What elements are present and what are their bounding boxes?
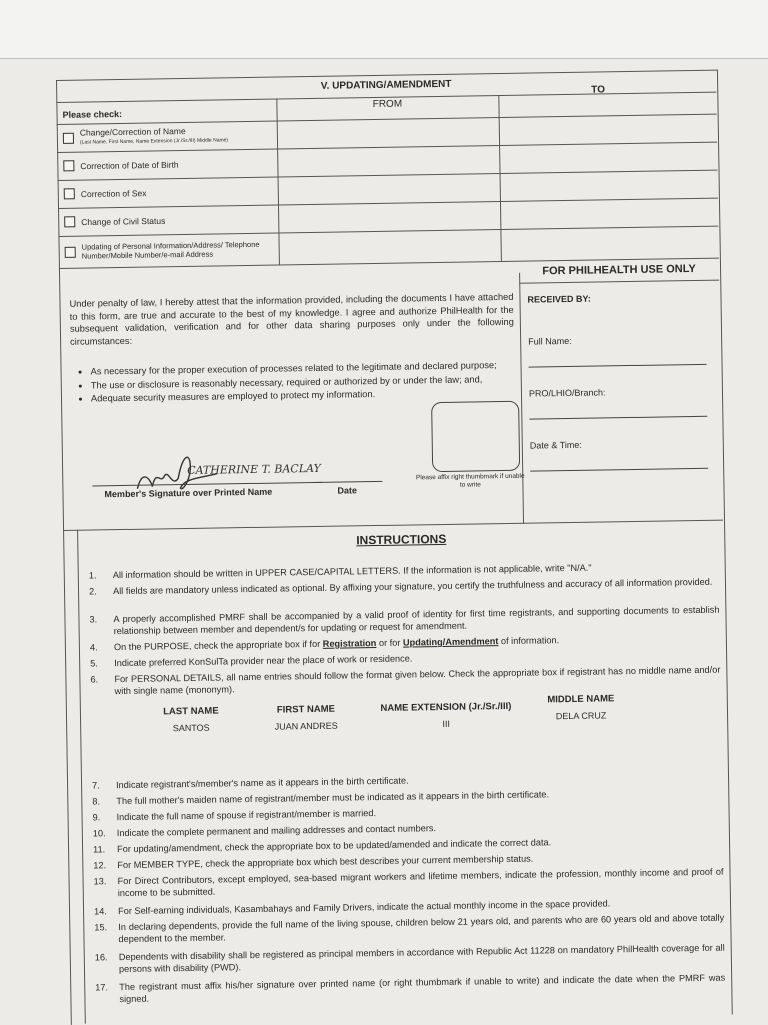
- received-by-label: RECEIVED BY:: [527, 293, 591, 305]
- instruction-item: 1. All information should be written in UPPER CASE/CAPITAL LETTERS. If the information is not applicable, write "N/A.": [88, 562, 592, 581]
- instructions-title: INSTRUCTIONS: [356, 531, 447, 548]
- attestation-bullet: • The use or disclosure is reasonably necessary, required or authorized by or under the law; and,: [91, 372, 521, 391]
- instruction-item: 14. For Self-earning individuals, Kasambahays and Family Drivers, indicate the actual monthly income in the space provided.: [93, 898, 611, 917]
- instruction-item: 8. The full mother's maiden name of registrant/member must be indicated as it appears in the birth certificate.: [92, 789, 550, 807]
- from-field[interactable]: [278, 173, 501, 204]
- branch-label: PRO/LHIO/Branch:: [528, 387, 606, 399]
- from-field[interactable]: [278, 201, 501, 232]
- instruction-item: 2. All fields are mandatory unless indicated as optional. By affixing your signature, you certify the truthfulness and accuracy of all information provided.: [88, 576, 713, 597]
- instruction-item: 3. A properly accomplished PMRF shall be accompanied by a valid proof of identity for first time registrants, and supporting documents to establish relationship between member and dependent/s for updating or request for amendment.: [89, 604, 720, 637]
- instruction-item: 9. Indicate the full name of spouse if registrant/member is married.: [92, 808, 377, 823]
- full-name-line[interactable]: [529, 364, 707, 368]
- from-field[interactable]: [278, 229, 501, 264]
- name-format-example: [131, 693, 632, 747]
- option-label: Change of Civil Status: [81, 215, 166, 227]
- instruction-item: 11. For updating/amendment, check the appropriate box to be updated/amended and indicate the correct data.: [93, 837, 552, 855]
- option-label: Change/Correction of Name: [79, 125, 186, 138]
- thumbmark-box[interactable]: [431, 401, 520, 472]
- instructions-block: [77, 520, 732, 1024]
- updating-link: Updating/Amendment: [402, 636, 499, 648]
- name-example-col: FIRST NAME JUAN ANDRES: [274, 703, 338, 732]
- to-field[interactable]: [500, 226, 718, 261]
- instruction-item: 6. For PERSONAL DETAILS, all name entries should follow the format given below. Check the appropriate box if registrant has no middle name and/or with single name (mononym).: [90, 664, 721, 697]
- signature-area[interactable]: [92, 445, 373, 499]
- checkbox-change-name[interactable]: [63, 132, 74, 143]
- date-time-line[interactable]: [530, 468, 708, 472]
- name-example-col: LAST NAME SANTOS: [163, 705, 219, 734]
- option-label: Correction of Sex: [80, 187, 147, 199]
- branch-line[interactable]: [529, 416, 707, 420]
- printed-name: CATHERINE T. BACLAY: [187, 461, 321, 477]
- instruction-item: 16. Dependents with disability shall be registered as principal members in accordance with Republic Act 11228 on mandatory PhilHealth coverage for all persons with disability (PWD).: [94, 942, 725, 975]
- instruction-item: 12. For MEMBER TYPE, check the appropriate box which best describes your current membership status.: [93, 853, 534, 871]
- philhealth-use-block: [519, 258, 723, 524]
- philhealth-use-title: FOR PHILHEALTH USE ONLY: [519, 258, 719, 284]
- from-field[interactable]: [277, 117, 500, 148]
- instruction-item: 7. Indicate registrant's/member's name as it appears in the birth certificate.: [92, 775, 409, 791]
- instruction-item: 15. In declaring dependents, provide the full name of the living spouse, children below 21 years old, and parents who are 60 years old and above totally dependent to the member.: [94, 912, 725, 945]
- attestation-bullet: • As necessary for the proper execution of processes related to the legitimate and declared purpose;: [90, 359, 520, 378]
- option-sublabel: (Last Name, First Name, Name Extension (Jr./Sr./III) Middle Name): [79, 137, 229, 146]
- please-check-label: Please check:: [62, 108, 123, 120]
- to-field[interactable]: [499, 142, 717, 173]
- instruction-item: 17. The registrant must affix his/her signature over printed name (or right thumbmark if unable to write) and indicate the date when the PMRF was signed.: [95, 972, 726, 1005]
- checkbox-personal-info[interactable]: [65, 246, 76, 257]
- from-column-header: FROM: [372, 98, 403, 111]
- attestation-bullets: [76, 359, 521, 406]
- date-label: Date: [337, 485, 358, 496]
- section-title-text: V. UPDATING/AMENDMENT: [320, 78, 452, 92]
- checkbox-civil-status[interactable]: [64, 216, 75, 227]
- attestation-text: Under penalty of law, I hereby attest that the information provided, including the documents I have attached to this form, are true and accurate to the best of my knowledge. I agree and authorize PhilHealth for the subsequent validation, verification and for other data sharing purposes only under the following circumstances:: [69, 291, 514, 347]
- registration-link: Registration: [322, 638, 377, 649]
- checkbox-sex[interactable]: [64, 188, 75, 199]
- name-example-col: NAME EXTENSION (Jr./Sr./III) III: [380, 700, 512, 730]
- option-label: Correction of Date of Birth: [80, 159, 179, 171]
- thumbmark-label: Please affix right thumbmark if unable to write: [415, 472, 525, 489]
- to-column-header: TO: [591, 84, 606, 96]
- attestation-block: [59, 273, 524, 531]
- to-field[interactable]: [499, 114, 717, 145]
- instruction-item: 13. For Direct Contributors, except employed, sea-based migrant workers and lifetime members, indicate the profession, monthly income and proof of income to be submitted.: [93, 866, 724, 899]
- instruction-item: 10. Indicate the complete permanent and mailing addresses and contact numbers.: [92, 823, 437, 839]
- pmrf-form-page: [56, 70, 733, 1024]
- checkbox-date-of-birth[interactable]: [63, 160, 74, 171]
- option-label: Updating of Personal Information/Address/ Telephone Number/Mobile Number/e-mail Address: [81, 239, 260, 261]
- name-example-col: MIDDLE NAME DELA CRUZ: [547, 693, 615, 722]
- instruction-item: 4. On the PURPOSE, check the appropriate box if for Registration or for Updating/Amendment of information.: [89, 635, 560, 653]
- instruction-item: 5. Indicate preferred KonSulTa provider near the place of work or residence.: [90, 653, 413, 669]
- to-field[interactable]: [500, 170, 718, 201]
- date-time-label: Date & Time:: [529, 439, 582, 451]
- from-field[interactable]: [277, 145, 500, 176]
- attestation-bullet: • Adequate security measures are employed to protect my information.: [91, 386, 521, 405]
- to-field[interactable]: [500, 198, 718, 229]
- full-name-label: Full Name:: [528, 335, 572, 347]
- signature-label: Member's Signature over Printed Name: [104, 486, 273, 500]
